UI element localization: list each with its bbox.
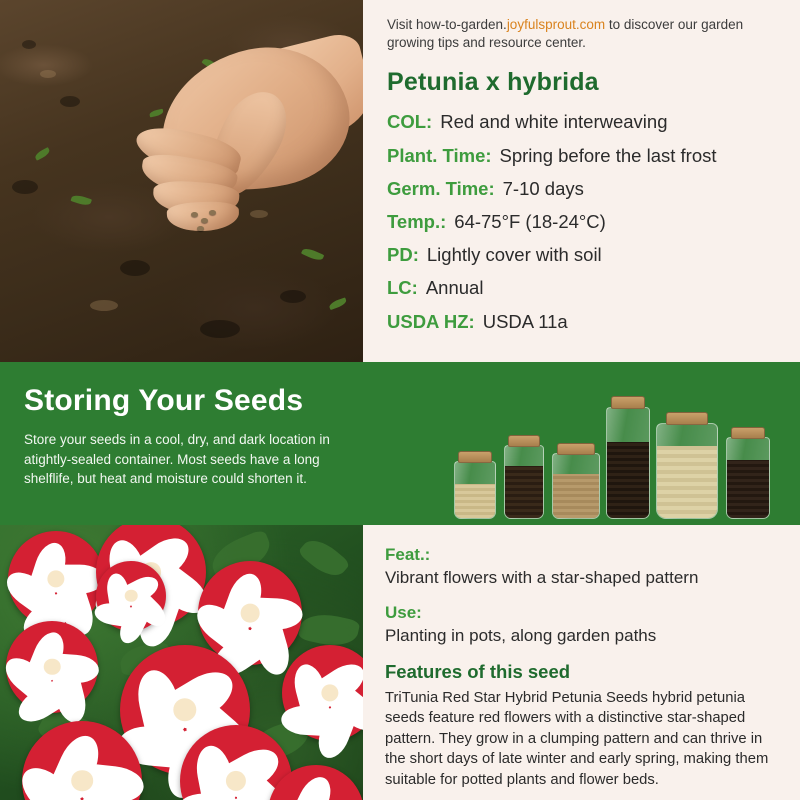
spec-value-usda-hz: USDA 11a [482, 310, 568, 332]
features-body: TriTunia Red Star Hybrid Petunia Seeds hybrid petunia seeds feature red flowers with a distinctive star-shaped pattern. They grow in a clumping pattern and can thrive in the short days of late winter and early spring, making them suitable for potted plants and flower beds. [385, 689, 769, 788]
spec-row-lc [387, 277, 780, 299]
feat-value: Vibrant flowers with a star-shaped pattern [385, 567, 699, 587]
petunia-center [44, 659, 61, 676]
use-label: Use: [385, 602, 422, 622]
seed-jars-illustration [444, 379, 774, 519]
top-section [0, 0, 800, 362]
spec-label-pd: PD: [387, 244, 419, 266]
features-panel [363, 525, 800, 800]
species-title: Petunia x hybrida [387, 68, 599, 97]
features-title: Features of this seed [385, 660, 571, 682]
spec-value-temp: 64-75°F (18-24°C) [454, 211, 606, 232]
petunia-bloom [282, 645, 363, 741]
spec-row-pd [387, 244, 780, 266]
spec-value-germ-time: 7-10 days [502, 177, 584, 199]
spec-value-lc: Annual [425, 277, 484, 299]
spec-label-usda-hz: USDA HZ: [387, 310, 475, 332]
use-value: Planting in pots, along garden paths [385, 625, 657, 645]
feat-label: Feat.: [385, 544, 431, 564]
spec-value-pd: Lightly cover with soil [426, 244, 602, 266]
visit-suffix: to discover our garden growing tips and resource center. [387, 17, 744, 51]
petunia-bloom [96, 561, 166, 631]
brand-link[interactable]: joyfulsprout.com [506, 17, 606, 32]
seed-info-panel [363, 0, 800, 362]
petunia-center [241, 603, 260, 622]
spec-label-temp: Temp.: [387, 211, 447, 232]
spec-label-col: COL: [387, 111, 433, 133]
storing-title: Storing Your Seeds [24, 384, 304, 417]
spec-value-col: Red and white interweaving [440, 111, 668, 133]
petunia-photo [0, 525, 363, 800]
visit-line [387, 16, 780, 52]
hand-illustration [105, 40, 355, 270]
petunia-bloom [8, 531, 104, 627]
petunia-bloom [6, 621, 98, 713]
spec-row-temp [387, 211, 780, 233]
soil-planting-photo [0, 0, 363, 362]
spec-label-germ-time: Germ. Time: [387, 177, 495, 199]
spec-row-col [387, 111, 780, 133]
spec-value-plant-time: Spring before the last frost [499, 144, 717, 166]
petunia-center [125, 589, 138, 602]
storing-seeds-section [0, 362, 800, 525]
spec-row-germ-time [387, 178, 780, 200]
spec-row-usda-hz [387, 311, 780, 333]
storing-body: Store your seeds in a cool, dry, and dark location in atightly-sealed container. Most seeds have a long shelflife, but heat and moisture could shorten it. [24, 432, 330, 487]
bottom-section [0, 525, 800, 800]
petunia-petal [290, 771, 337, 800]
petunia-center [71, 770, 93, 792]
spec-label-lc: LC: [387, 277, 418, 299]
spec-label-plant-time: Plant. Time: [387, 144, 492, 166]
spec-row-plant-time [387, 145, 780, 167]
petunia-bloom [198, 561, 302, 665]
visit-prefix: Visit how-to-garden. [387, 17, 507, 32]
